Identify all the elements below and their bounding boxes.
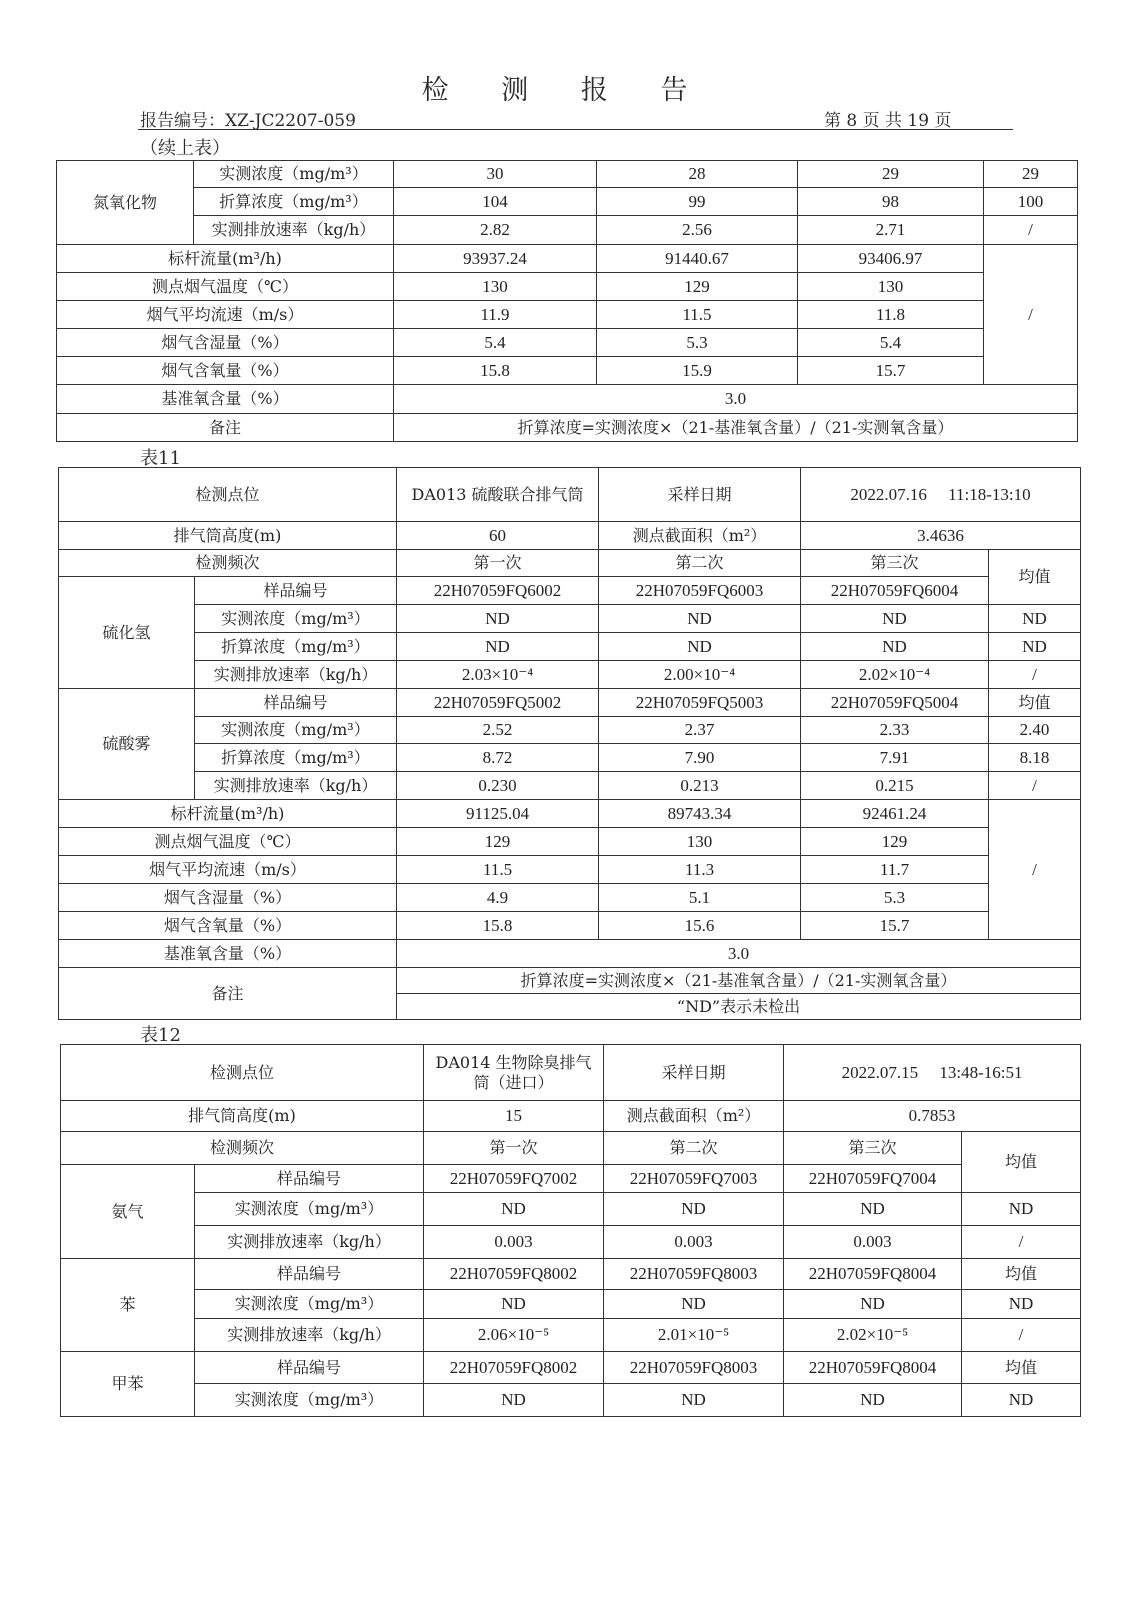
area-label: 测点截面积（m²） [599,522,801,550]
table-cell: 3.0 [394,385,1078,414]
table-row [61,1165,1081,1193]
table-row [57,329,1078,357]
table-row [61,1290,1081,1319]
table-cell: / [984,245,1078,385]
row-label: 实测浓度（mg/m³） [194,161,394,188]
date-label: 采样日期 [599,468,801,522]
table-cell: ND [801,605,989,633]
remark-text: “ND”表示未检出 [397,994,1081,1020]
row-label: 实测浓度（mg/m³） [195,1193,424,1226]
table-cell: 11.3 [599,856,801,884]
table-cell: 28 [597,161,798,188]
table-cell: ND [604,1384,784,1417]
table-cell: 15.9 [597,357,798,385]
freq-1: 第一次 [397,550,599,577]
table-cell: 0.215 [801,772,989,800]
table-cell: 11.5 [597,301,798,329]
table-cell: / [962,1319,1081,1352]
table-cell: 3.0 [397,940,1081,968]
table-row [59,912,1081,940]
table-cell: 0.003 [424,1226,604,1259]
continued-caption: （续上表） [140,138,230,159]
freq-2: 第二次 [604,1132,784,1165]
table-row [59,661,1081,689]
table-cell: 104 [394,188,597,216]
table-row [57,161,1078,188]
table-row [61,1193,1081,1226]
row-label: 测点烟气温度（℃） [57,273,394,301]
table-cell: 2.03×10⁻⁴ [397,661,599,689]
row-label: 烟气平均流速（m/s） [59,856,397,884]
table-cell: 2.71 [798,216,984,245]
table-cell: 11.5 [397,856,599,884]
table-cell: 91440.67 [597,245,798,273]
avg-label: 均值 [962,1259,1081,1290]
row-label: 实测浓度（mg/m³） [195,1384,424,1417]
point-label: 检测点位 [59,468,397,522]
table-row [57,188,1078,216]
pollutant-name-h2s: 硫化氢 [59,577,195,689]
header-divider [138,129,1013,130]
table-cell: 4.9 [397,884,599,912]
table-cell: 15.8 [394,357,597,385]
table-row [59,468,1081,522]
table-cell: ND [604,1290,784,1319]
table-cell: 7.90 [599,744,801,772]
avg-label: 均值 [989,550,1081,605]
freq-3: 第三次 [784,1132,962,1165]
date-label: 采样日期 [604,1045,784,1101]
table-cell: ND [989,633,1081,661]
sample-id: 22H07059FQ5004 [801,689,989,717]
continued-table [56,160,1078,442]
table-cell: / [984,216,1078,245]
row-label: 样品编号 [195,1259,424,1290]
table-cell: 15.7 [798,357,984,385]
avg-label: 均值 [989,689,1081,717]
table-cell: 5.3 [801,884,989,912]
sample-id: 22H07059FQ8002 [424,1352,604,1384]
table-cell: 29 [984,161,1078,188]
table-cell: 5.4 [798,329,984,357]
pollutant-name-toluene: 甲苯 [61,1352,195,1417]
table-row [57,357,1078,385]
table-row [59,633,1081,661]
table-cell: ND [424,1384,604,1417]
report-number: 报告编号：XZ-JC2207-059 [140,111,356,131]
table-cell: / [962,1226,1081,1259]
table-cell: 11.8 [798,301,984,329]
table-cell: ND [784,1384,962,1417]
row-label: 备注 [57,414,394,442]
table-cell: ND [962,1290,1081,1319]
table-cell: 93937.24 [394,245,597,273]
freq-3: 第三次 [801,550,989,577]
row-label: 烟气含湿量（%） [59,884,397,912]
pollutant-name-benzene: 苯 [61,1259,195,1352]
table-cell: ND [397,605,599,633]
table-cell: 2.02×10⁻⁴ [801,661,989,689]
sample-id: 22H07059FQ6003 [599,577,801,605]
pollutant-name-ammonia: 氨气 [61,1165,195,1259]
freq-2: 第二次 [599,550,801,577]
remark-text: 折算浓度=实测浓度×（21-基准氧含量）/（21-实测氧含量） [394,414,1078,442]
table-cell: 93406.97 [798,245,984,273]
table-cell: 92461.24 [801,800,989,828]
table-row [59,940,1081,968]
table-row [59,856,1081,884]
row-label: 烟气含氧量（%） [57,357,394,385]
table-cell: 2.40 [989,717,1081,744]
table-cell: 11.9 [394,301,597,329]
table-cell: 89743.34 [599,800,801,828]
table-cell: / [989,800,1081,940]
row-label: 标杆流量(m³/h) [57,245,394,273]
table-cell: 129 [801,828,989,856]
table-row [57,414,1078,442]
table-row [57,273,1078,301]
row-label: 基准氧含量（%） [57,385,394,414]
pollutant-name-acid-mist: 硫酸雾 [59,689,195,800]
table-row [59,828,1081,856]
table-row [61,1352,1081,1384]
freq-label: 检测频次 [59,550,397,577]
sample-id: 22H07059FQ8003 [604,1352,784,1384]
table-cell: 99 [597,188,798,216]
remark-text: 折算浓度=实测浓度×（21-基准氧含量）/（21-实测氧含量） [397,968,1081,994]
table-row [57,216,1078,245]
table-row [61,1319,1081,1352]
table-cell: ND [989,605,1081,633]
table-cell: 5.1 [599,884,801,912]
row-label: 样品编号 [195,689,397,717]
table-cell: ND [784,1193,962,1226]
table-row [61,1132,1081,1165]
table-cell: / [989,772,1081,800]
table-cell: 2.01×10⁻⁵ [604,1319,784,1352]
avg-label: 均值 [962,1132,1081,1193]
table-cell: 15.6 [599,912,801,940]
avg-label: 均值 [962,1352,1081,1384]
table-cell: 130 [394,273,597,301]
table-cell: 8.18 [989,744,1081,772]
table-cell: 2.37 [599,717,801,744]
table-cell: 30 [394,161,597,188]
row-label: 实测浓度（mg/m³） [195,605,397,633]
table-cell: ND [962,1193,1081,1226]
area-value: 3.4636 [801,522,1081,550]
table-cell: ND [424,1193,604,1226]
table-cell: 15.8 [397,912,599,940]
row-label: 折算浓度（mg/m³） [195,633,397,661]
table-cell: 0.003 [604,1226,784,1259]
height-label: 排气筒高度(m) [59,522,397,550]
row-label: 基准氧含量（%） [59,940,397,968]
row-label: 备注 [59,968,397,1020]
report-title: 检 测 报 告 [421,75,710,106]
table-cell: 2.56 [597,216,798,245]
row-label: 标杆流量(m³/h) [59,800,397,828]
table-cell: ND [397,633,599,661]
sample-id: 22H07059FQ6002 [397,577,599,605]
table-cell: ND [424,1290,604,1319]
table-cell: 8.72 [397,744,599,772]
sample-id: 22H07059FQ5002 [397,689,599,717]
table-cell: ND [801,633,989,661]
table-row [59,772,1081,800]
table-cell: 91125.04 [397,800,599,828]
table-row [59,968,1081,994]
table-cell: 0.213 [599,772,801,800]
table-cell: 2.52 [397,717,599,744]
page-info: 第 8 页 共 19 页 [824,111,952,131]
table-cell: 5.3 [597,329,798,357]
sample-id: 22H07059FQ8004 [784,1259,962,1290]
table-row [59,744,1081,772]
table-row [59,550,1081,577]
sample-id: 22H07059FQ5003 [599,689,801,717]
table-cell: 5.4 [394,329,597,357]
row-label: 测点烟气温度（℃） [59,828,397,856]
table-cell: 130 [798,273,984,301]
table-cell: / [989,661,1081,689]
table-row [57,385,1078,414]
table-row [61,1045,1081,1101]
table-cell: 129 [397,828,599,856]
table-cell: 2.02×10⁻⁵ [784,1319,962,1352]
sample-id: 22H07059FQ7003 [604,1165,784,1193]
row-label: 烟气含湿量（%） [57,329,394,357]
table-cell: ND [604,1193,784,1226]
freq-1: 第一次 [424,1132,604,1165]
table-cell: ND [599,605,801,633]
row-label: 实测排放速率（kg/h） [194,216,394,245]
point-label: 检测点位 [61,1045,424,1101]
row-label: 实测排放速率（kg/h） [195,1226,424,1259]
point-value: DA013 硫酸联合排气筒 [397,468,599,522]
row-label: 样品编号 [195,577,397,605]
table-cell: 2.82 [394,216,597,245]
point-value: DA014 生物除臭排气筒（进口） [424,1045,604,1101]
area-value: 0.7853 [784,1101,1081,1132]
table-cell: 100 [984,188,1078,216]
table-cell: 129 [597,273,798,301]
table-cell: 2.06×10⁻⁵ [424,1319,604,1352]
area-label: 测点截面积（m²） [604,1101,784,1132]
table-row [59,717,1081,744]
row-label: 实测浓度（mg/m³） [195,717,397,744]
table-cell: 15.7 [801,912,989,940]
table-row [61,1384,1081,1417]
table11-caption: 表11 [140,448,181,469]
row-label: 实测排放速率（kg/h） [195,1319,424,1352]
table-row [59,605,1081,633]
table-row [59,577,1081,605]
table12-caption: 表12 [140,1025,181,1046]
height-label: 排气筒高度(m) [61,1101,424,1132]
row-label: 实测浓度（mg/m³） [195,1290,424,1319]
table11 [58,467,1081,1020]
table-cell: ND [962,1384,1081,1417]
date-value: 2022.07.15 13:48-16:51 [784,1045,1081,1101]
table-row [61,1259,1081,1290]
sample-id: 22H07059FQ8003 [604,1259,784,1290]
sample-id: 22H07059FQ6004 [801,577,989,605]
sample-id: 22H07059FQ8004 [784,1352,962,1384]
table-cell: 2.00×10⁻⁴ [599,661,801,689]
table-row [59,689,1081,717]
table-cell: 98 [798,188,984,216]
table-row [59,522,1081,550]
pollutant-name-nox: 氮氧化物 [57,161,194,245]
freq-label: 检测频次 [61,1132,424,1165]
table-row [59,800,1081,828]
date-value: 2022.07.16 11:18-13:10 [801,468,1081,522]
row-label: 烟气平均流速（m/s） [57,301,394,329]
table-row [61,1226,1081,1259]
row-label: 折算浓度（mg/m³） [194,188,394,216]
table-cell: 0.003 [784,1226,962,1259]
table-row [57,245,1078,273]
row-label: 样品编号 [195,1165,424,1193]
table-cell: 7.91 [801,744,989,772]
table-row [57,301,1078,329]
table-cell: 130 [599,828,801,856]
table-cell: 29 [798,161,984,188]
table-cell: 11.7 [801,856,989,884]
row-label: 烟气含氧量（%） [59,912,397,940]
row-label: 实测排放速率（kg/h） [195,772,397,800]
height-value: 15 [424,1101,604,1132]
table12 [60,1044,1081,1417]
sample-id: 22H07059FQ7002 [424,1165,604,1193]
height-value: 60 [397,522,599,550]
table-cell: ND [599,633,801,661]
table-row [59,884,1081,912]
table-row [61,1101,1081,1132]
row-label: 折算浓度（mg/m³） [195,744,397,772]
row-label: 实测排放速率（kg/h） [195,661,397,689]
table-cell: ND [784,1290,962,1319]
sample-id: 22H07059FQ7004 [784,1165,962,1193]
sample-id: 22H07059FQ8002 [424,1259,604,1290]
row-label: 样品编号 [195,1352,424,1384]
table-cell: 0.230 [397,772,599,800]
table-cell: 2.33 [801,717,989,744]
